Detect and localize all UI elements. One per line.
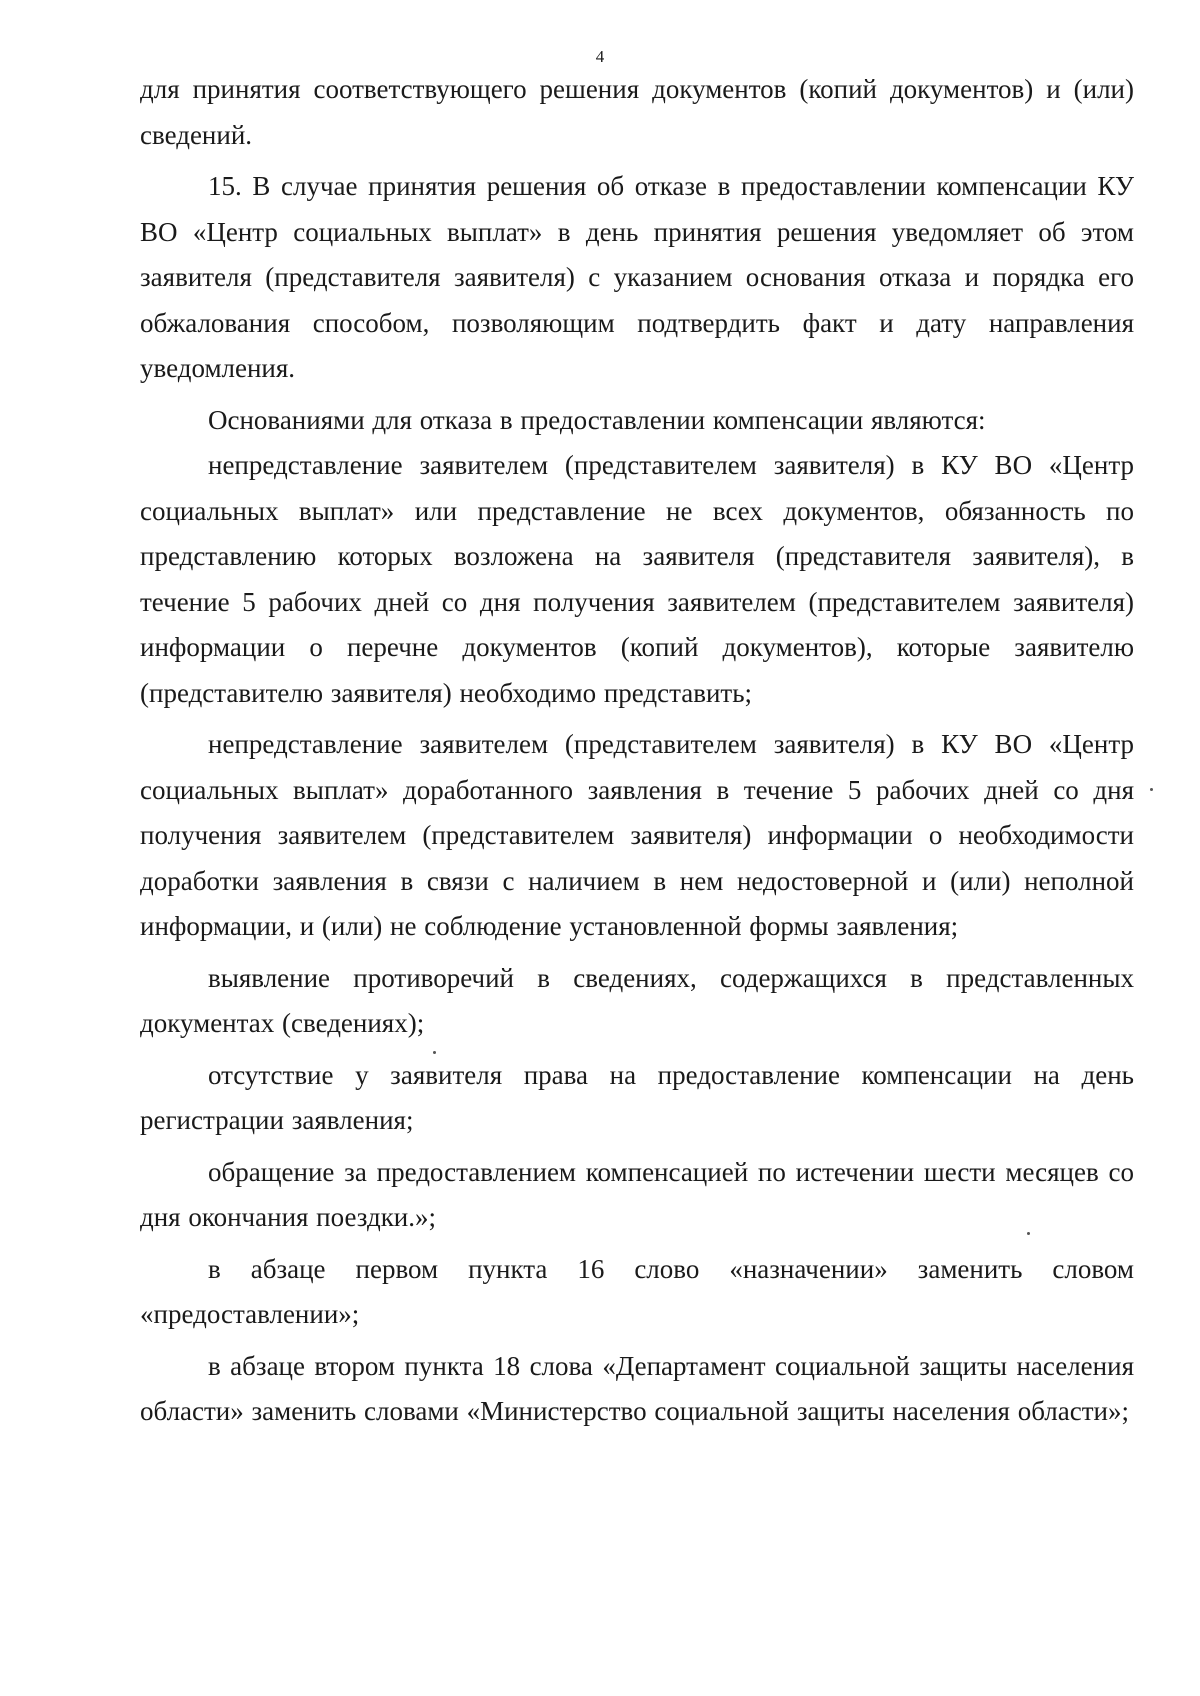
document-body (140, 67, 1134, 1435)
paragraph-continuation: для принятия соответствующего решения документов (копий документов) и (или) сведений. (140, 74, 1134, 150)
page-number: 4 (595, 47, 605, 66)
scan-speck (1027, 1232, 1030, 1235)
scan-speck (433, 1051, 436, 1054)
paragraph-ground-revised-application: непредставление заявителем (представителем заявителя) в КУ ВО «Центр социальных выплат» доработанного заявления в течение 5 рабочих дней со дня получения заявителем (представителем заявителя) информации о необходимости доработки заявления в связи с наличием в нем недостоверной и (или) неполной информации, и (или) не соблюдение установленной формы заявления; (140, 729, 1134, 941)
paragraph-refusal-grounds-intro: Основаниями для отказа в предоставлении компенсации являются: (208, 404, 986, 435)
paragraph-ground-contradictions: выявление противоречий в сведениях, содержащихся в представленных документах (сведениях); (140, 962, 1134, 1038)
paragraph-ground-no-right: отсутствие у заявителя права на предоставление компенсации на день регистрации заявления; (140, 1059, 1134, 1135)
paragraph-ground-deadline: обращение за предоставлением компенсацией по истечении шести месяцев со дня окончания поездки.»; (140, 1156, 1134, 1232)
scan-speck (1150, 788, 1153, 791)
paragraph-amendment-item-18: в абзаце втором пункта 18 слова «Департамент социальной защиты населения области» заменить словами «Министерство социальной защиты населения области»; (140, 1350, 1134, 1426)
paragraph-ground-documents: непредставление заявителем (представителем заявителя) в КУ ВО «Центр социальных выплат» или представление не всех документов, обязанность по представлению которых возложена на заявителя (представителя заявителя), в течение 5 рабочих дней со дня получения заявителем (представителем заявителя) информации о перечне документов (копий документов), которые заявителю (представителю заявителя) необходимо представить; (140, 450, 1134, 708)
paragraph-item-15: 15. В случае принятия решения об отказе в предоставлении компенсации КУ ВО «Центр социальных выплат» в день принятия решения уведомляет об этом заявителя (представителя заявителя) с указанием основания отказа и порядка его обжалования способом, позволяющим подтвердить факт и дату направления уведомления. (140, 171, 1134, 383)
paragraph-amendment-item-16: в абзаце первом пункта 16 слово «назначении» заменить словом «предоставлении»; (140, 1253, 1134, 1329)
